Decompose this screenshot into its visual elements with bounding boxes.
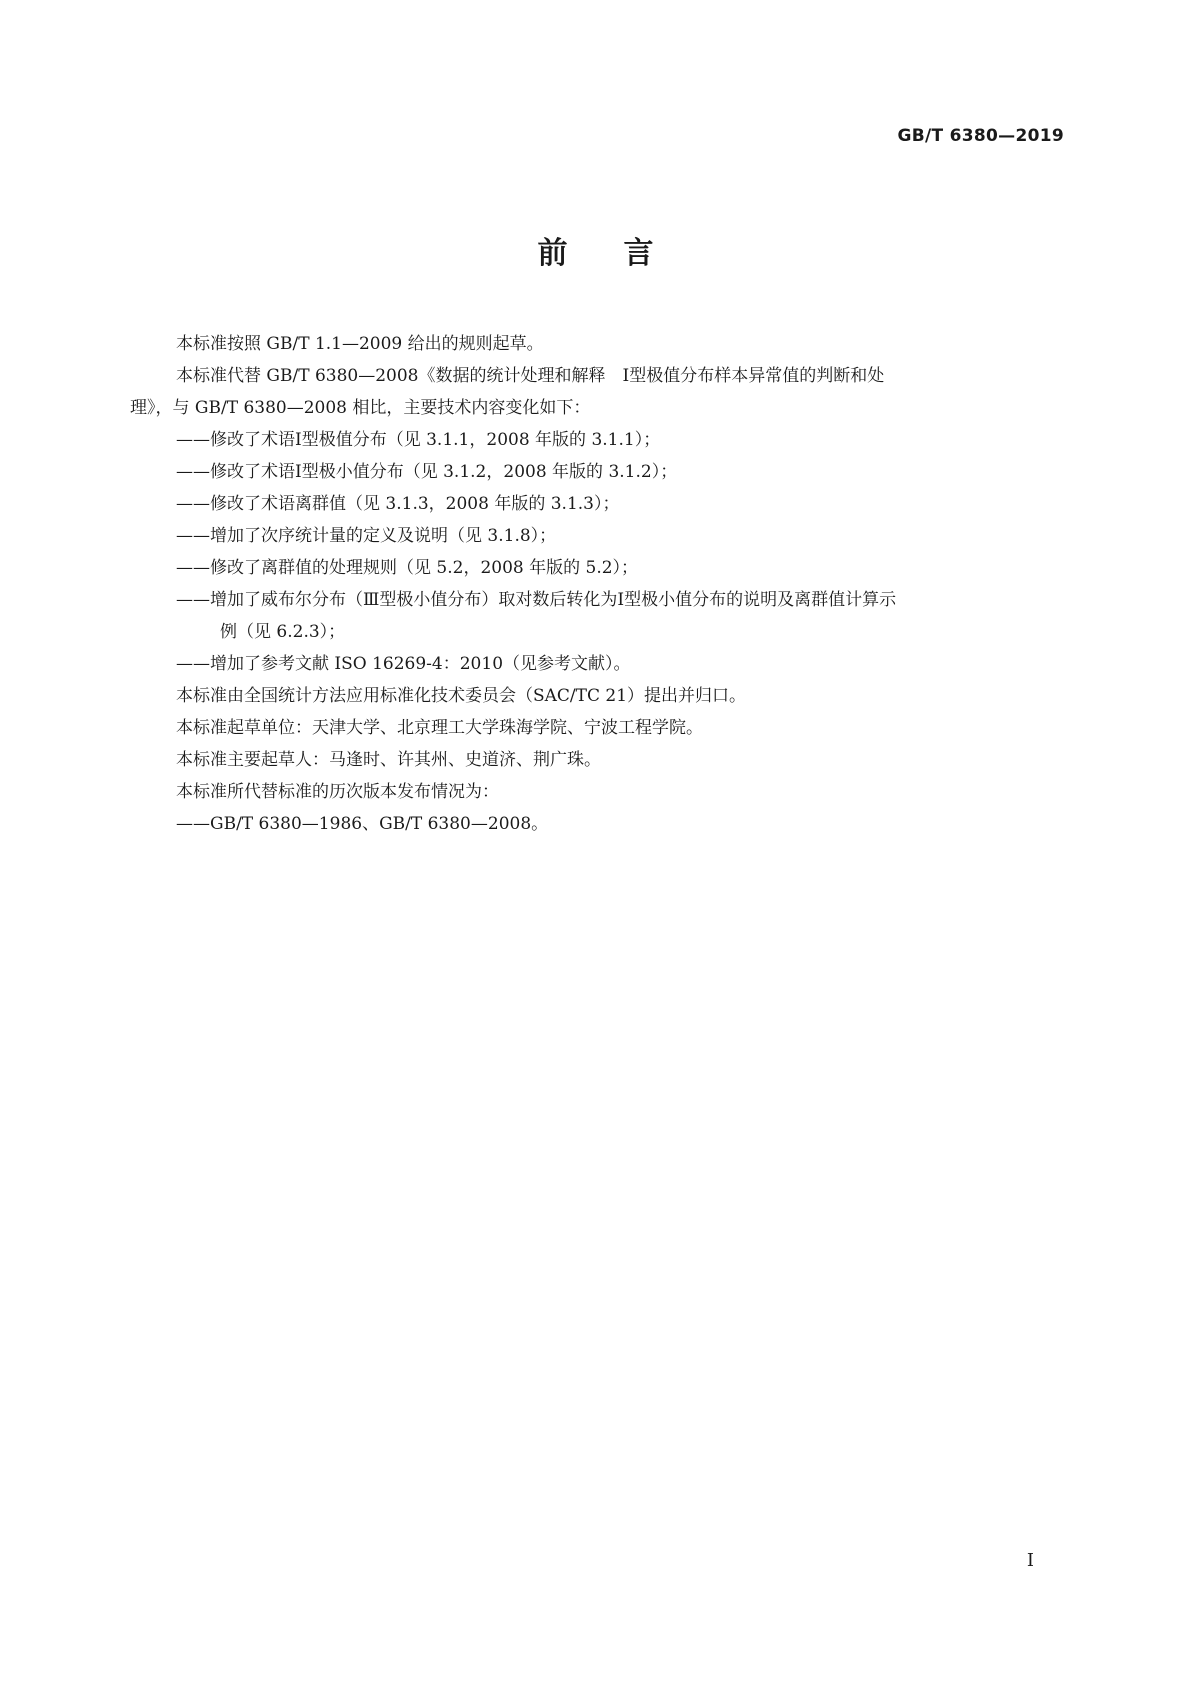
change-item-6-line-1: ——增加了威布尔分布（Ⅲ型极小值分布）取对数后转化为Ⅰ型极小值分布的说明及离群值计算示 [176,590,897,610]
version-history-item: ——GB/T 6380—1986、GB/T 6380—2008。 [176,814,549,834]
page-number: Ⅰ [1026,1550,1034,1571]
change-item-5: ——修改了离群值的处理规则（见 5.2，2008 年版的 5.2）； [176,558,639,578]
change-item-1: ——修改了术语Ⅰ型极值分布（见 3.1.1，2008 年版的 3.1.1）； [176,430,661,450]
page-title: 前言 [537,236,710,271]
change-item-6-line-2: 例（见 6.2.3）； [220,622,346,642]
standard-number: GB/T 6380—2019 [897,126,1064,146]
change-item-4: ——增加了次序统计量的定义及说明（见 3.1.8）； [176,526,557,546]
paragraph-drafters: 本标准主要起草人：马逢时、许其州、史道济、荆广珠。 [176,750,601,770]
paragraph-replacement-line-2: 理》，与 GB/T 6380—2008 相比，主要技术内容变化如下： [130,398,591,418]
paragraph-drafting-units: 本标准起草单位：天津大学、北京理工大学珠海学院、宁波工程学院。 [176,718,703,738]
change-item-7: ——增加了参考文献 ISO 16269-4：2010（见参考文献）。 [176,654,631,674]
change-item-2: ——修改了术语Ⅰ型极小值分布（见 3.1.2，2008 年版的 3.1.2）； [176,462,678,482]
paragraph-version-history: 本标准所代替标准的历次版本发布情况为： [176,782,499,802]
document-body [130,328,1070,840]
paragraph-drafting-rules: 本标准按照 GB/T 1.1—2009 给出的规则起草。 [176,334,544,354]
change-item-3: ——修改了术语离群值（见 3.1.3，2008 年版的 3.1.3）； [176,494,620,514]
paragraph-proposer: 本标准由全国统计方法应用标准化技术委员会（SAC/TC 21）提出并归口。 [176,686,747,706]
paragraph-replacement-line-1: 本标准代替 GB/T 6380—2008《数据的统计处理和解释 Ⅰ型极值分布样本异常值的判断和处 [176,366,885,386]
